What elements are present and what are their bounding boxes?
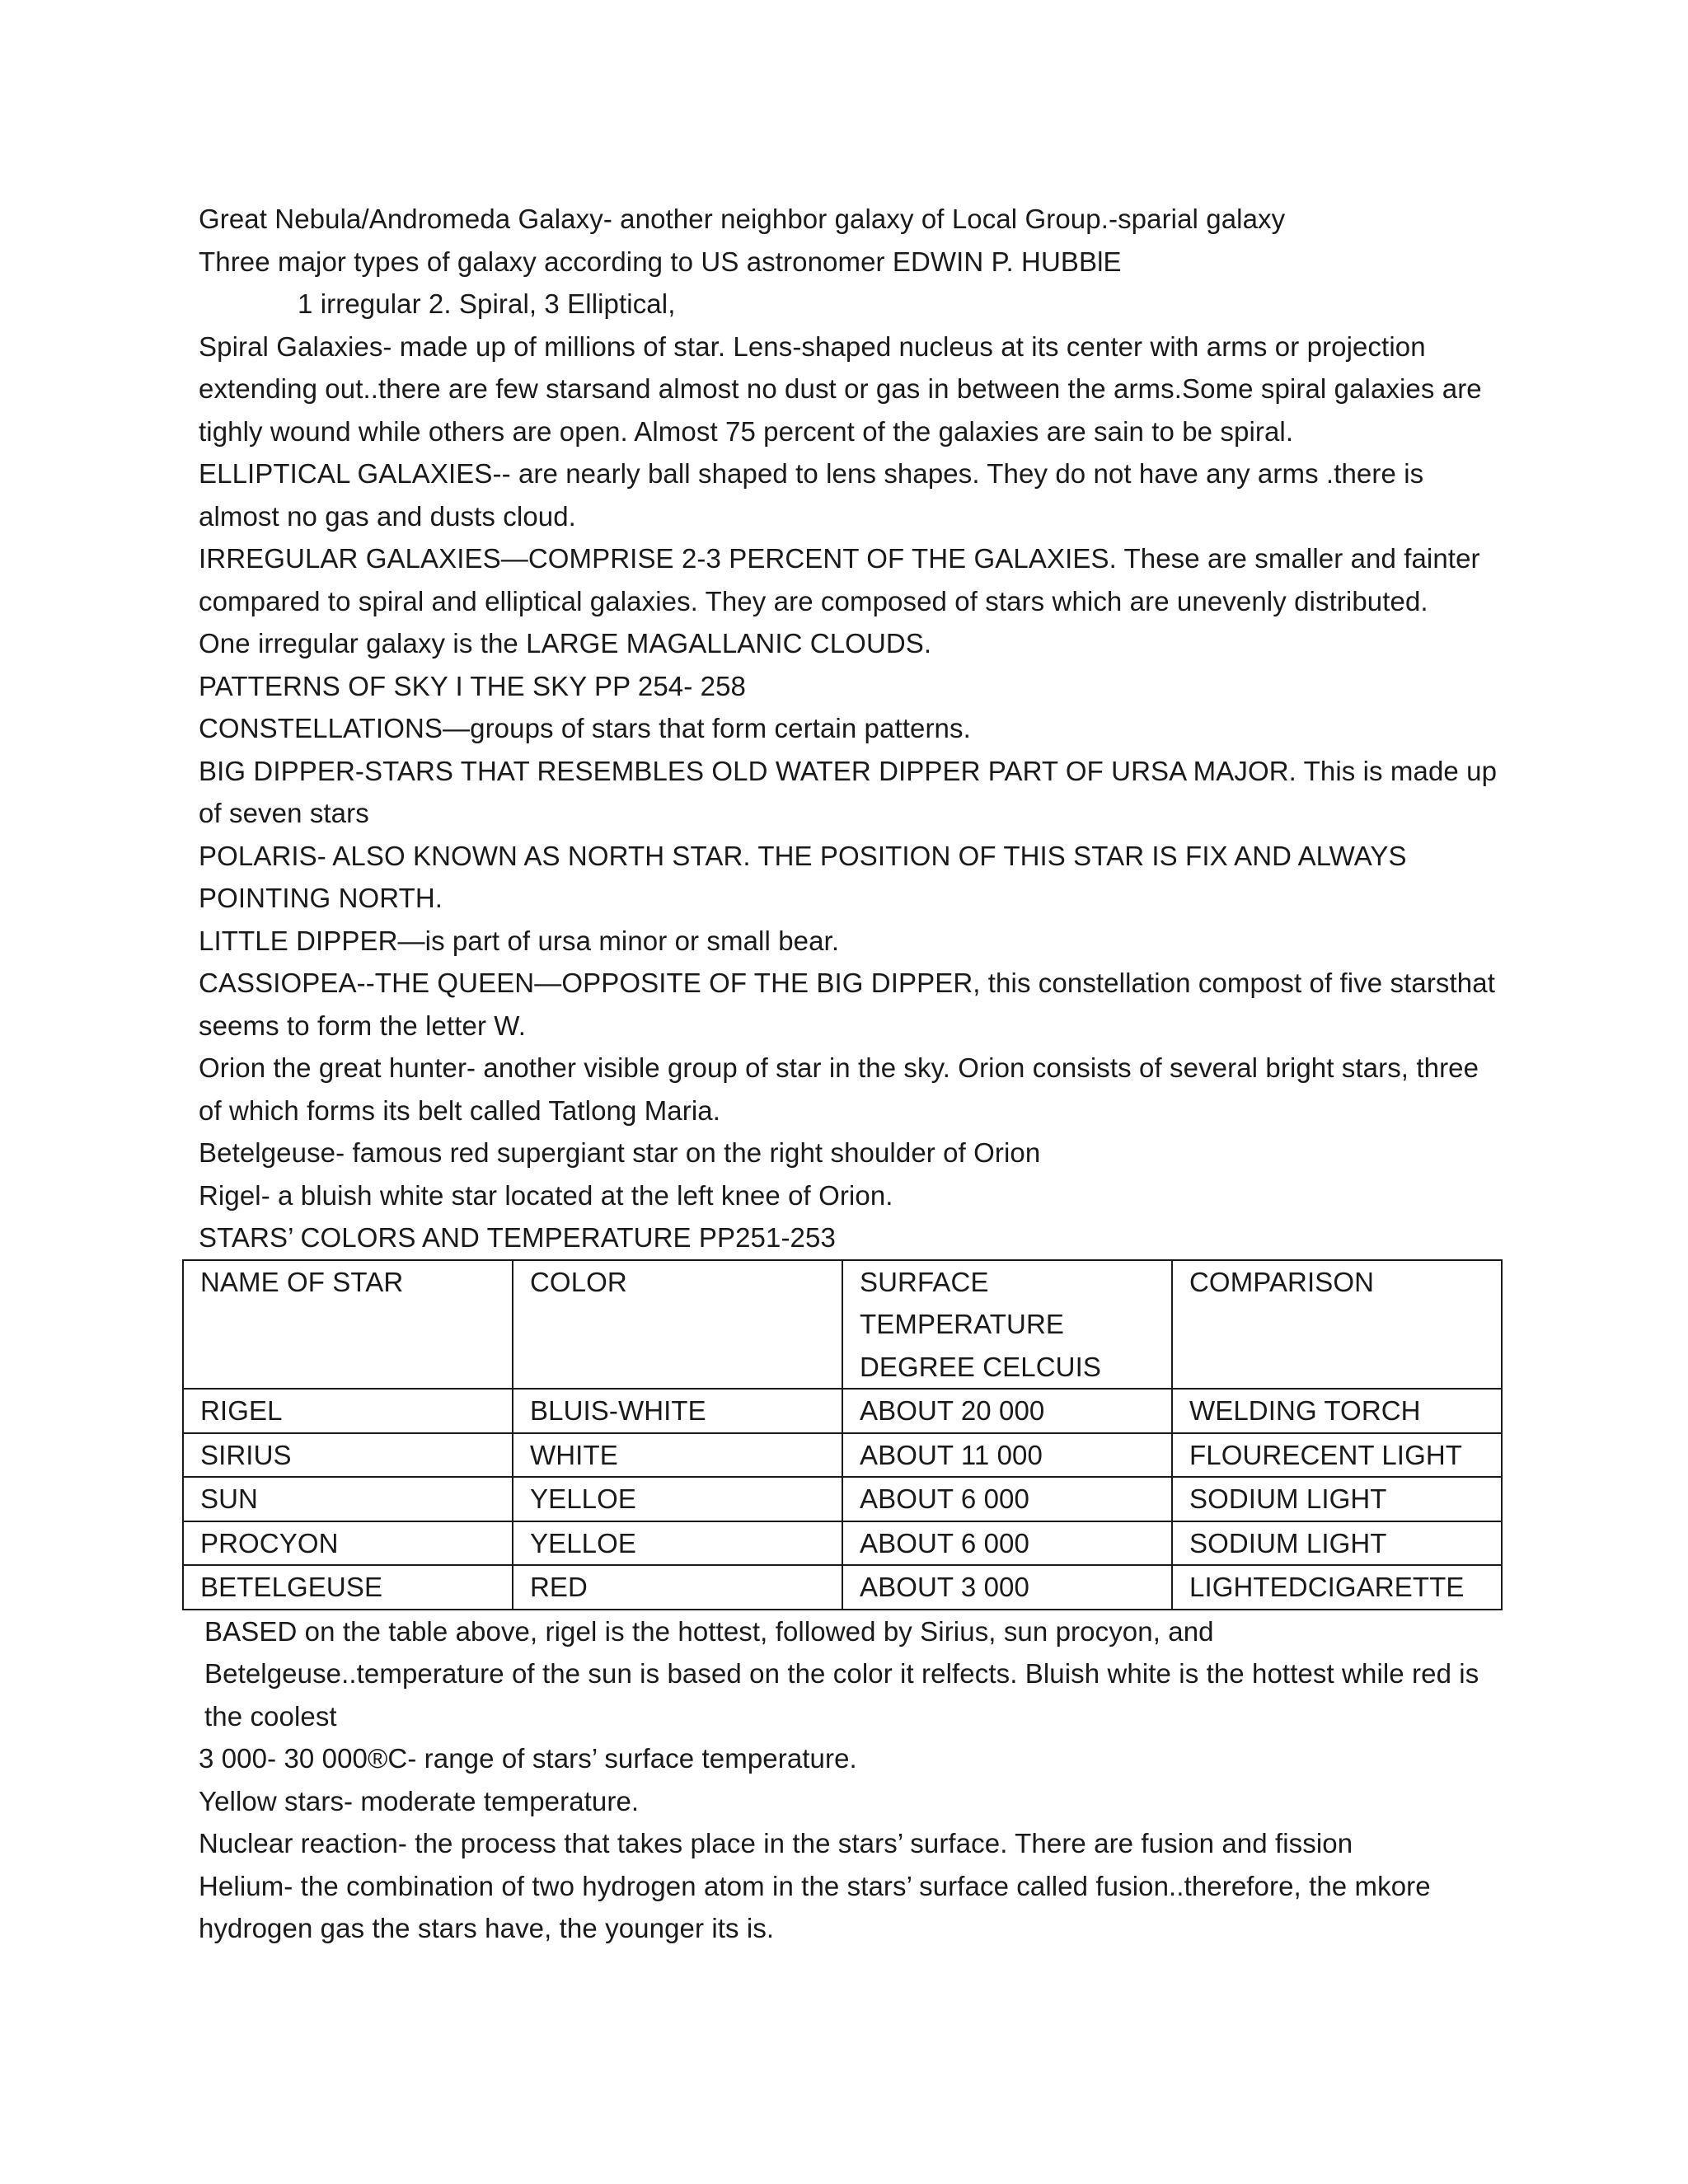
paragraph-table-summary: BASED on the table above, rigel is the hottest, followed by Sirius, sun procyon, and Betelgeuse..temperature of the sun is based on the color it relfects. Bluish white is the hottest while red is the coolest xyxy=(204,1615,1479,1732)
paragraph-elliptical-galaxies: ELLIPTICAL GALAXIES-- are nearly ball shaped to lens shapes. They do not have any arms .there is almost no gas and dusts cloud. xyxy=(199,458,1424,532)
paragraph-andromeda: Great Nebula/Andromeda Galaxy- another neighbor galaxy of Local Group.-sparial galaxy xyxy=(199,204,1286,234)
table-cell: SIRIUS xyxy=(183,1433,513,1478)
paragraph-helium-fusion: Helium- the combination of two hydrogen atom in the stars’ surface called fusion..therefore, the mkore hydrogen gas the stars have, the younger its is. xyxy=(199,1870,1431,1943)
table-cell: ABOUT 6 000 xyxy=(842,1521,1172,1566)
paragraph-spiral-galaxies: Spiral Galaxies- made up of millions of star. Lens-shaped nucleus at its center with arms or projection extending out..there are few starsand almost no dust or gas in between the arms.Some spiral galaxies are tighly wound while others are open. Almost 75 percent of the galaxies are sain to be spiral. xyxy=(199,330,1482,447)
table-cell: ABOUT 11 000 xyxy=(842,1433,1172,1478)
table-header-cell: COLOR xyxy=(513,1260,842,1390)
paragraph-betelgeuse: Betelgeuse- famous red supergiant star on the right shoulder of Orion xyxy=(199,1137,1041,1168)
table-cell: FLOURECENT LIGHT xyxy=(1172,1433,1502,1478)
stars-table-wrapper xyxy=(182,1259,1501,1610)
table-cell: BETELGEUSE xyxy=(183,1565,513,1610)
table-row xyxy=(183,1565,1502,1610)
table-cell: YELLOE xyxy=(513,1477,842,1521)
table-header-cell: NAME OF STAR xyxy=(183,1260,513,1390)
paragraph-magellanic-clouds: One irregular galaxy is the LARGE MAGALLANIC CLOUDS. xyxy=(199,628,932,658)
paragraph-galaxy-type-list: 1 irregular 2. Spiral, 3 Elliptical, xyxy=(298,288,676,319)
table-row xyxy=(183,1521,1502,1566)
table-cell: SODIUM LIGHT xyxy=(1172,1477,1502,1521)
paragraph-polaris: POLARIS- ALSO KNOWN AS NORTH STAR. THE POSITION OF THIS STAR IS FIX AND ALWAYS POINTING NORTH. xyxy=(199,840,1407,913)
paragraph-big-dipper: BIG DIPPER-STARS THAT RESEMBLES OLD WATER DIPPER PART OF URSA MAJOR. This is made up of seven stars xyxy=(199,755,1498,828)
paragraph-cassiopeia: CASSIOPEA--THE QUEEN—OPPOSITE OF THE BIG DIPPER, this constellation compost of five starsthat seems to form the letter W. xyxy=(199,968,1495,1041)
table-row xyxy=(183,1389,1502,1433)
table-cell: BLUIS-WHITE xyxy=(513,1389,842,1433)
table-cell: SUN xyxy=(183,1477,513,1521)
table-cell: SODIUM LIGHT xyxy=(1172,1521,1502,1566)
paragraph-nuclear-reaction: Nuclear reaction- the process that takes place in the stars’ surface. There are fusion and fission xyxy=(199,1828,1353,1858)
paragraph-table-heading: STARS’ COLORS AND TEMPERATURE PP251-253 xyxy=(199,1222,836,1253)
paragraph-irregular-galaxies: IRREGULAR GALAXIES—COMPRISE 2-3 PERCENT OF THE GALAXIES. These are smaller and fainter compared to spiral and elliptical galaxies. They are composed of stars which are unevenly distributed. xyxy=(199,543,1480,616)
table-cell: ABOUT 3 000 xyxy=(842,1565,1172,1610)
table-row xyxy=(183,1433,1502,1478)
table-cell: PROCYON xyxy=(183,1521,513,1566)
paragraph-orion: Orion the great hunter- another visible group of star in the sky. Orion consists of several bright stars, three of which forms its belt called Tatlong Maria. xyxy=(199,1052,1479,1126)
table-cell: ABOUT 6 000 xyxy=(842,1477,1172,1521)
table-cell: YELLOE xyxy=(513,1521,842,1566)
table-cell: ABOUT 20 000 xyxy=(842,1389,1172,1433)
document-body xyxy=(199,198,1501,1950)
paragraph-hubble-types: Three major types of galaxy according to US astronomer EDWIN P. HUBBlE xyxy=(199,246,1122,277)
stars-table xyxy=(182,1259,1503,1610)
table-header-cell: COMPARISON xyxy=(1172,1260,1502,1390)
table-cell: RIGEL xyxy=(183,1389,513,1433)
table-cell: RED xyxy=(513,1565,842,1610)
paragraph-temperature-range: 3 000- 30 000®C- range of stars’ surface temperature. xyxy=(199,1743,857,1774)
paragraph-constellations: CONSTELLATIONS—groups of stars that form certain patterns. xyxy=(199,713,971,743)
table-header-cell: SURFACE TEMPERATURE DEGREE CELCUIS xyxy=(842,1260,1172,1390)
table-cell: WELDING TORCH xyxy=(1172,1389,1502,1433)
paragraph-sky-patterns-heading: PATTERNS OF SKY I THE SKY PP 254- 258 xyxy=(199,670,746,701)
paragraph-rigel: Rigel- a bluish white star located at the left knee of Orion. xyxy=(199,1179,893,1211)
table-header-row xyxy=(183,1260,1502,1390)
table-cell: LIGHTEDCIGARETTE xyxy=(1172,1565,1502,1610)
paragraph-little-dipper: LITTLE DIPPER—is part of ursa minor or small bear. xyxy=(199,925,840,956)
paragraph-yellow-stars: Yellow stars- moderate temperature. xyxy=(199,1785,640,1816)
table-row xyxy=(183,1477,1502,1521)
table-cell: WHITE xyxy=(513,1433,842,1478)
